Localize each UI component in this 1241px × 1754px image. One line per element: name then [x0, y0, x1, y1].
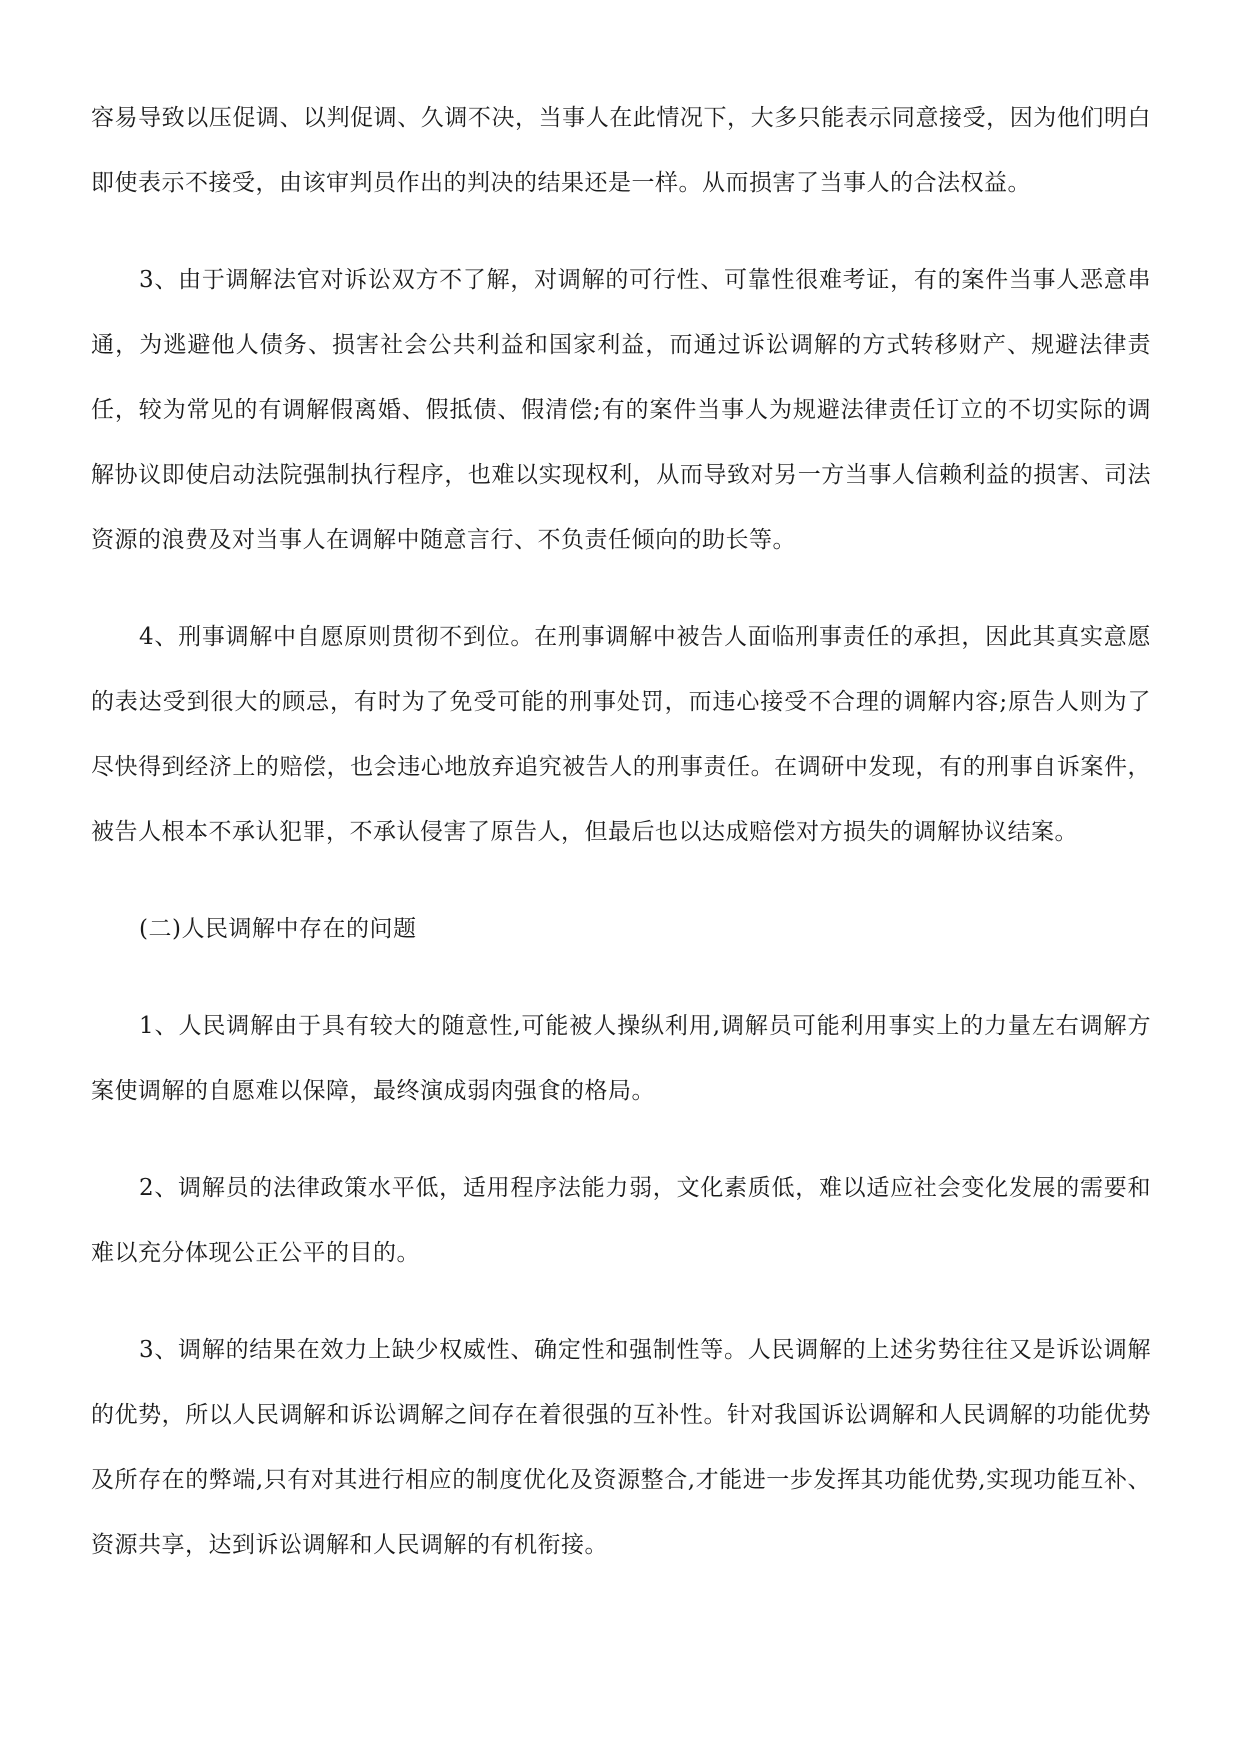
- paragraph-spacer: [91, 962, 1151, 994]
- paragraph-item-2-people: 2、调解员的法律政策水平低，适用程序法能力弱，文化素质低，难以适应社会变化发展的需要和难以充分体现公正公平的目的。: [91, 1175, 1151, 1266]
- document-page: [91, 86, 1151, 1578]
- paragraph-continued: 容易导致以压促调、以判促调、久调不决，当事人在此情况下，大多只能表示同意接受，因为他们明白即使表示不接受，由该审判员作出的判决的结果还是一样。从而损害了当事人的合法权益。: [91, 105, 1151, 196]
- paragraph-spacer: [91, 216, 1151, 248]
- paragraph-spacer: [91, 1286, 1151, 1318]
- paragraph-item-1-people: 1、人民调解由于具有较大的随意性,可能被人操纵利用,调解员可能利用事实上的力量左右调解方案使调解的自愿难以保障，最终演成弱肉强食的格局。: [91, 1013, 1151, 1104]
- paragraph-spacer: [91, 1124, 1151, 1156]
- section-heading: (二)人民调解中存在的问题: [139, 916, 417, 942]
- paragraph-item-3-litigation: 3、由于调解法官对诉讼双方不了解，对调解的可行性、可靠性很难考证，有的案件当事人恶意串通，为逃避他人债务、损害社会公共利益和国家利益，而通过诉讼调解的方式转移财产、规避法律责任，较为常见的有调解假离婚、假抵债、假清偿;有的案件当事人为规避法律责任订立的不切实际的调解协议即使启动法院强制执行程序，也难以实现权利，从而导致对另一方当事人信赖利益的损害、司法资源的浪费及对当事人在调解中随意言行、不负责任倾向的助长等。: [91, 267, 1151, 553]
- paragraph-item-4-criminal: 4、刑事调解中自愿原则贯彻不到位。在刑事调解中被告人面临刑事责任的承担，因此其真实意愿的表达受到很大的顾忌，有时为了免受可能的刑事处罚，而违心接受不合理的调解内容;原告人则为了尽快得到经济上的赔偿，也会违心地放弃追究被告人的刑事责任。在调研中发现，有的刑事自诉案件，被告人根本不承认犯罪，不承认侵害了原告人，但最后也以达成赔偿对方损失的调解协议结案。: [91, 624, 1151, 845]
- paragraph-item-3-people: 3、调解的结果在效力上缺少权威性、确定性和强制性等。人民调解的上述劣势往往又是诉讼调解的优势，所以人民调解和诉讼调解之间存在着很强的互补性。针对我国诉讼调解和人民调解的功能优势及所存在的弊端,只有对其进行相应的制度优化及资源整合,才能进一步发挥其功能优势,实现功能互补、资源共享，达到诉讼调解和人民调解的有机衔接。: [91, 1337, 1151, 1558]
- paragraph-spacer: [91, 573, 1151, 605]
- paragraph-spacer: [91, 865, 1151, 897]
